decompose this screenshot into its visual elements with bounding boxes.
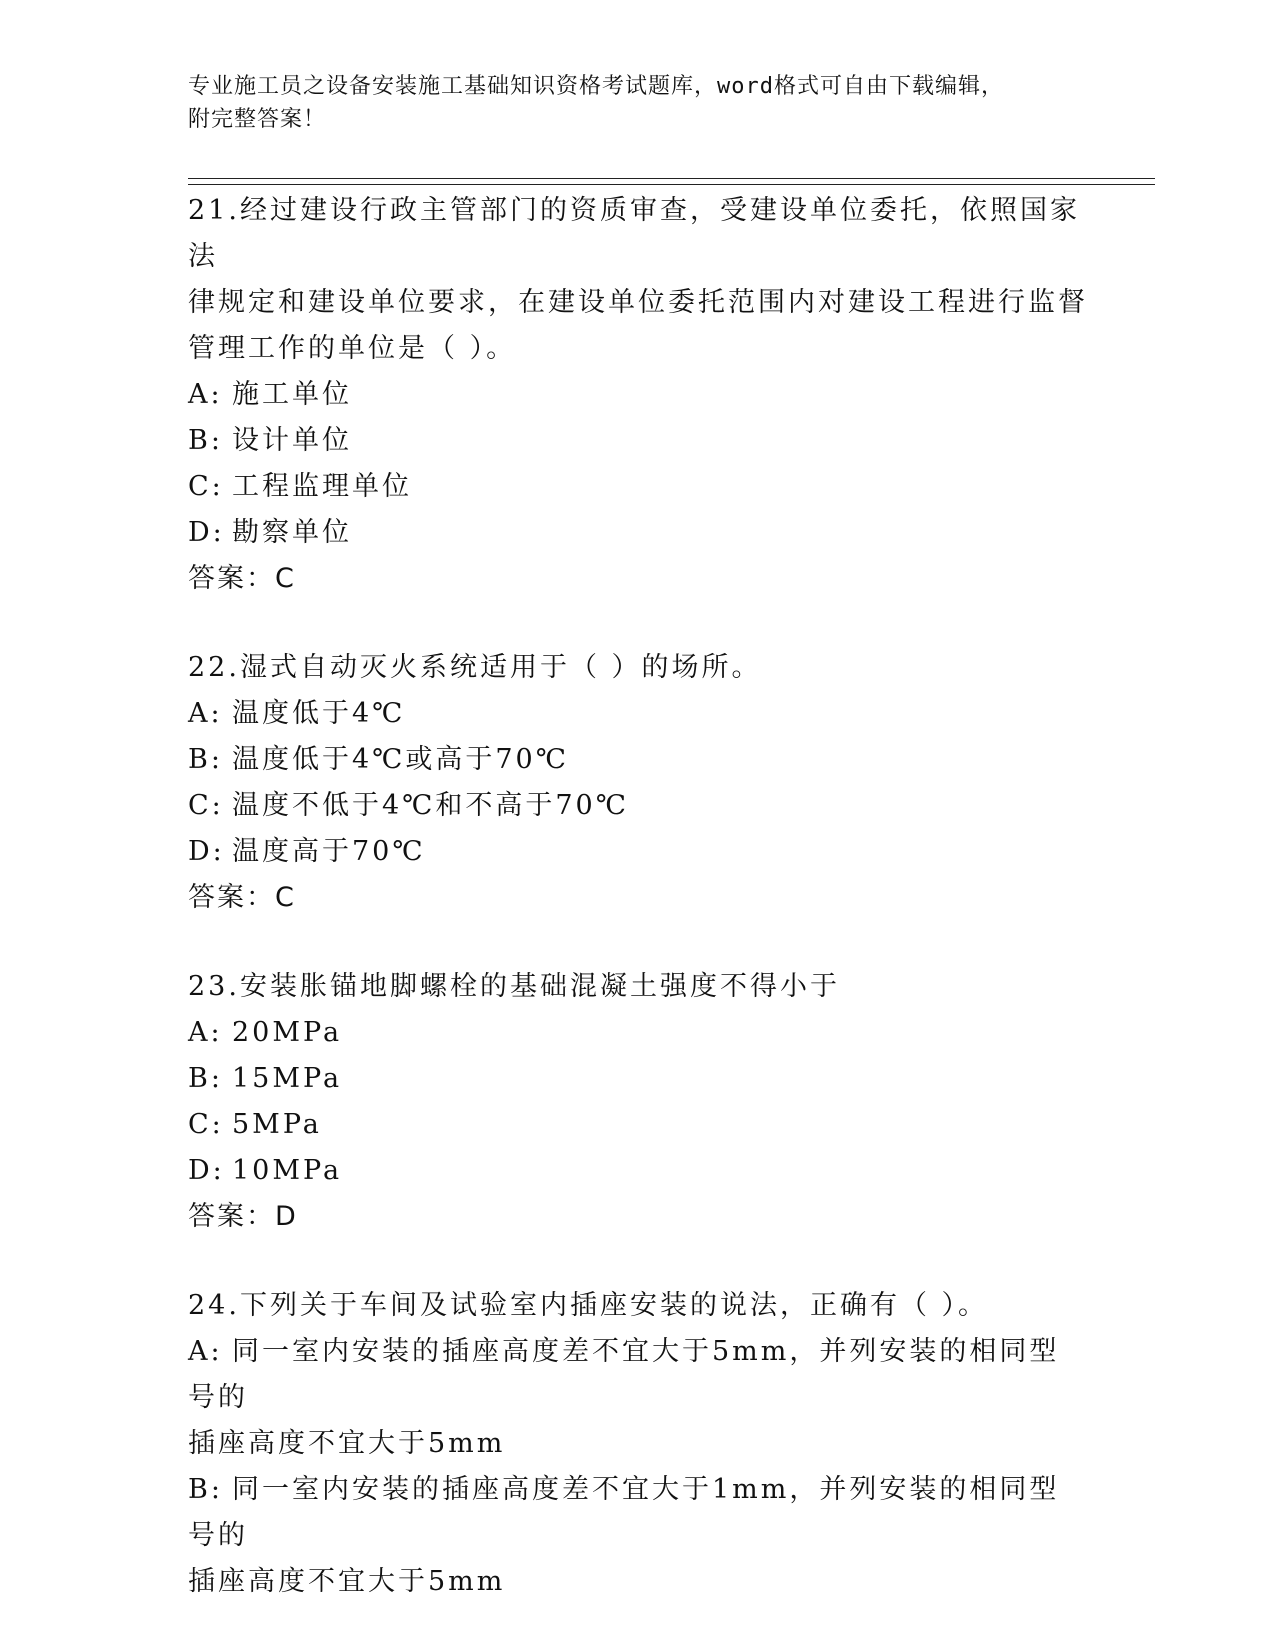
option-text: 温度高于70℃ (232, 836, 426, 867)
question-text-line: 23.安装胀锚地脚螺栓的基础混凝土强度不得小于 (188, 971, 840, 1002)
question-24 (188, 1283, 1088, 1605)
option-label: C: (188, 471, 224, 502)
option-a-continuation: 插座高度不宜大于5mm (188, 1428, 506, 1459)
option-text: 15MPa (232, 1063, 343, 1094)
header-line-2: 附完整答案！ (188, 107, 327, 132)
header-rule-top (188, 178, 1155, 179)
option-label: A: (188, 698, 223, 729)
option-d (188, 510, 1088, 556)
option-label: B: (188, 1063, 223, 1094)
option-b (188, 418, 1088, 464)
spacer (188, 602, 1088, 645)
question-text-line: 24.下列关于车间及试验室内插座安装的说法，正确有（ ）。 (188, 1290, 989, 1321)
question-text-line: 管理工作的单位是（ ）。 (188, 333, 517, 364)
header-rule-bottom (188, 184, 1155, 185)
option-label: A: (188, 379, 223, 410)
option-d (188, 1148, 1088, 1194)
option-b (188, 1056, 1088, 1102)
option-text: 勘察单位 (232, 517, 352, 548)
option-a (188, 1010, 1088, 1056)
option-text: 5MPa (232, 1109, 322, 1140)
option-text: 设计单位 (232, 425, 352, 456)
option-label: D: (188, 517, 225, 548)
option-text: 同一室内安装的插座高度差不宜大于1mm，并列安装的相同型号的 (188, 1474, 1060, 1551)
option-text: 10MPa (232, 1155, 343, 1186)
option-label: D: (188, 1155, 225, 1186)
option-text: 温度低于4℃ (232, 698, 406, 729)
header-line-1: 专业施工员之设备安装施工基础知识资格考试题库，word格式可自由下载编辑， (188, 74, 1004, 99)
option-text: 20MPa (232, 1017, 343, 1048)
option-text: 工程监理单位 (232, 471, 412, 502)
option-text: 温度不低于4℃和不高于70℃ (232, 790, 629, 821)
answer: 答案：C (188, 563, 296, 594)
option-text: 温度低于4℃或高于70℃ (232, 744, 569, 775)
option-b-continuation: 插座高度不宜大于5mm (188, 1566, 506, 1597)
option-text: 施工单位 (232, 379, 352, 410)
option-label: C: (188, 1109, 224, 1140)
option-c (188, 783, 1088, 829)
question-23 (188, 964, 1088, 1240)
option-c (188, 1102, 1088, 1148)
question-list (188, 188, 1088, 1605)
option-b (188, 737, 1088, 783)
option-b (188, 1467, 1088, 1559)
option-a (188, 1329, 1088, 1421)
question-text-line: 21.经过建设行政主管部门的资质审查，受建设单位委托，依照国家法 (188, 195, 1080, 272)
question-22 (188, 645, 1088, 921)
answer: 答案：C (188, 882, 296, 913)
spacer (188, 1240, 1088, 1283)
option-label: B: (188, 744, 223, 775)
document-header (188, 70, 1068, 136)
option-a (188, 372, 1088, 418)
option-text: 同一室内安装的插座高度差不宜大于5mm，并列安装的相同型号的 (188, 1336, 1060, 1413)
option-label: D: (188, 836, 225, 867)
option-label: C: (188, 790, 224, 821)
option-label: B: (188, 425, 223, 456)
spacer (188, 921, 1088, 964)
answer: 答案：D (188, 1201, 298, 1232)
option-d (188, 829, 1088, 875)
option-c (188, 464, 1088, 510)
option-label: A: (188, 1336, 223, 1367)
question-text-line: 22.湿式自动灭火系统适用于（ ）的场所。 (188, 652, 762, 683)
option-a (188, 691, 1088, 737)
option-label: A: (188, 1017, 223, 1048)
question-21 (188, 188, 1088, 602)
question-text-line: 律规定和建设单位要求，在建设单位委托范围内对建设工程进行监督 (188, 287, 1088, 318)
option-label: B: (188, 1474, 223, 1505)
